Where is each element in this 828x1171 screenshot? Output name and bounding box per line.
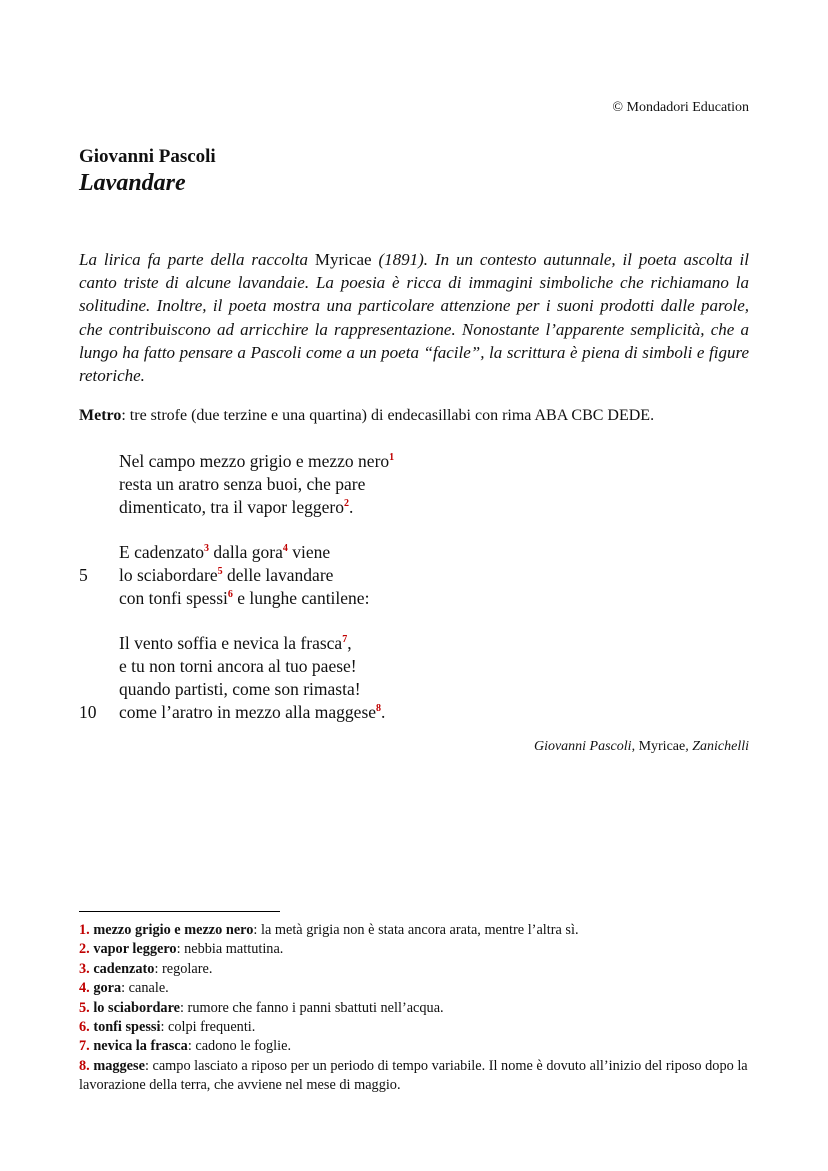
poem-line-10 [79,701,394,724]
footnote-item [79,960,749,979]
stanza-1 [79,450,394,519]
footnote-term: vapor leggero [93,941,177,958]
footnote-marker[interactable]: 8 [376,703,382,714]
footnote-number: 3. [79,960,90,977]
footnote-number: 6. [79,1019,90,1036]
poem-line-6 [79,587,394,610]
stanza-2 [79,541,394,610]
footnote-number: 1. [79,922,90,938]
poem-line-5 [79,564,394,587]
metro-line [79,407,654,425]
footnote-marker[interactable]: 4 [282,543,288,554]
footnote-marker[interactable]: 1 [389,452,395,463]
verse-text: e lunghe cantilene: [232,588,370,608]
footnote-text: : la metà grigia non è stata ancora arata, mentre l’altra sì. [253,922,579,938]
footnote-marker[interactable]: 6 [227,589,233,600]
metro-text: : tre strofe (due terzine e una quartina) di endecasillabi con rima ABA CBC DEDE. [121,407,655,424]
line-number: 5 [79,565,88,585]
source-citation [534,739,749,755]
intro-collection: Myricae [314,250,372,269]
intro-text-2: (1891). In un contesto autunnale, il poeta ascolta il canto triste di alcune lavandaie. La poesia è ricca di immagini simboliche che richiamano la solitudine. Inoltre, il poeta mostra una particolare attenzione per i suoni prodotti dalle parole, che contribuiscono ad arricchire la rappresentazione. Nonostante l’apparente semplicità, che a lungo ha fatto pensare a Pascoli come a un poeta “facile”, la scrittura è piena di simboli e figure retoriche. [79,250,749,386]
verse-text: Nel campo mezzo grigio e mezzo nero [119,451,390,471]
footnote-text: : canale. [121,980,169,997]
footnote-marker[interactable]: 7 [342,634,348,645]
footnote-marker[interactable]: 5 [217,566,223,577]
poem-body [79,450,394,746]
verse-text: delle lavandare [222,565,334,585]
line-number: 10 [79,702,97,722]
copyright-notice: © Mondadori Education [612,100,749,115]
verse-text: dimenticato, tra il vapor leggero [119,497,344,517]
footnote-term: cadenzato [93,960,155,977]
footnote-text: : regolare. [154,960,213,977]
footnote-marker[interactable]: 3 [204,543,210,554]
verse-text: lo sciabordare [119,565,218,585]
footnotes [79,921,749,1096]
footnote-item [79,921,749,940]
footnote-term: gora [93,980,122,997]
verse-text: e tu non torni ancora al tuo paese! [119,656,357,676]
verse-text: resta un aratro senza buoi, che pare [119,474,366,494]
footnote-term: nevica la frasca [93,1038,188,1055]
verse-text: quando partisti, come son rimasta! [119,679,361,699]
source-work: Myricae [638,739,686,754]
footnote-number: 4. [79,980,90,997]
footnote-term: mezzo grigio e mezzo nero [93,922,254,938]
source-publisher: , Zanichelli [685,739,749,754]
footnote-item [79,1037,749,1056]
footnote-term: tonfi spessi [93,1019,161,1036]
footnote-text: : colpi frequenti. [160,1019,256,1036]
poem-line-2 [79,473,394,496]
author-name: Giovanni Pascoli [79,146,216,167]
footnote-marker[interactable]: 2 [344,498,349,509]
verse-text: dalla gora [209,542,283,562]
footnote-number: 8. [79,1057,90,1074]
footnote-text: : campo lasciato a riposo per un periodo di tempo variabile. Il nome è dovuto all’inizio del riposo dopo la lavorazione della terra, che avviene nel mese di maggio. [79,1057,748,1094]
poem-line-7 [79,632,394,655]
poem-line-3 [79,496,394,519]
poem-line-9 [79,678,394,701]
verse-text: E cadenzato [119,542,205,562]
footnote-item [79,999,749,1018]
stanza-3 [79,632,394,724]
verse-text: . [349,497,354,517]
verse-text: come l’aratro in mezzo alla maggese [119,702,377,722]
poem-line-1 [79,450,394,473]
verse-text: . [381,702,386,722]
footnote-text: : nebbia mattutina. [176,941,284,958]
footnote-number: 2. [79,941,90,958]
poem-title: Lavandare [79,170,186,196]
footnote-term: lo sciabordare [93,999,181,1016]
verse-text: Il vento soffia e nevica la frasca [119,633,343,653]
footnote-number: 5. [79,999,90,1016]
footnote-item [79,1057,749,1096]
footnote-item [79,940,749,959]
footnote-divider [79,911,280,912]
footnote-term: maggese [93,1057,145,1074]
metro-label: Metro [79,407,122,424]
footnote-text: : cadono le foglie. [187,1038,292,1055]
verse-text: viene [287,542,331,562]
intro-text-1: La lirica fa parte della raccolta [79,250,315,269]
verse-text: con tonfi spessi [119,588,228,608]
footnote-text: : rumore che fanno i panni sbattuti nell’acqua. [180,999,444,1016]
verse-text: , [347,633,352,653]
footnote-number: 7. [79,1038,90,1055]
footnote-item [79,979,749,998]
source-author: Giovanni Pascoli [533,739,632,754]
source-sep: , [631,739,639,754]
poem-line-4 [79,541,394,564]
intro-paragraph [79,248,749,387]
poem-line-8 [79,655,394,678]
footnote-item [79,1018,749,1037]
